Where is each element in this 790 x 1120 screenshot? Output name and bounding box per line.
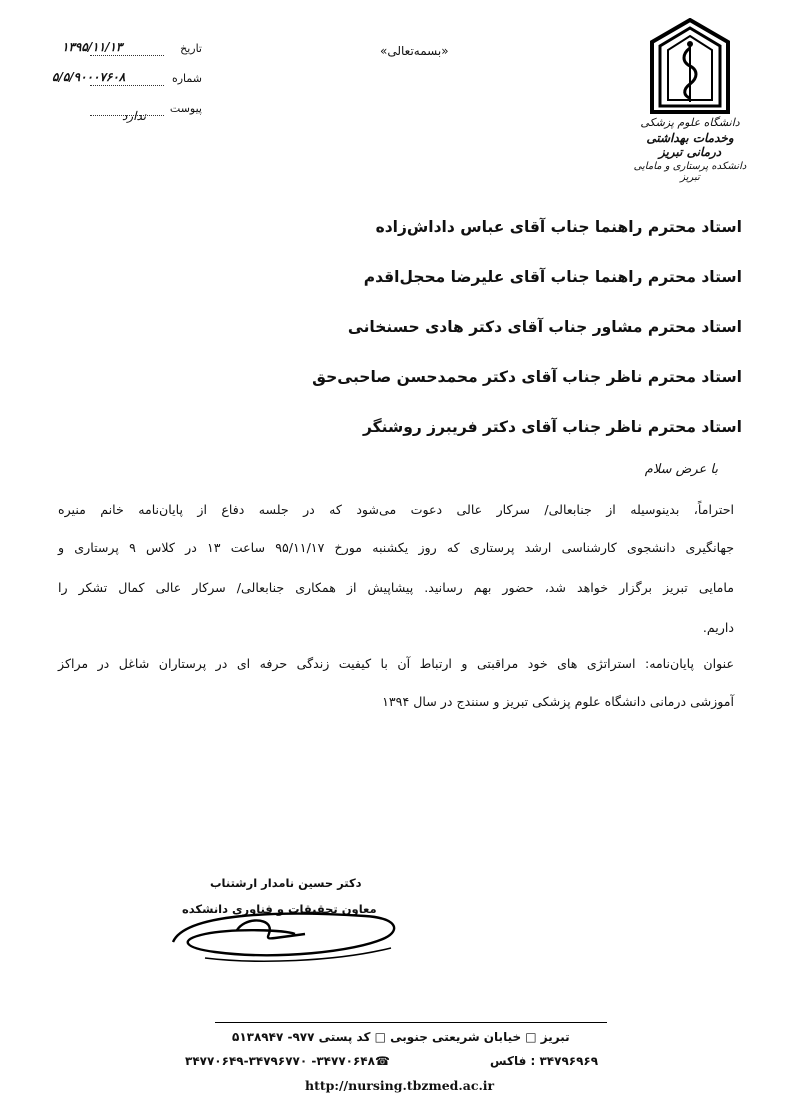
attachment-field	[62, 100, 202, 123]
addressee-3: استاد محترم مشاور جناب آقای دکتر هادی حسنخانی	[347, 318, 742, 336]
thesis-line-2: آموزشی درمانی دانشگاه علوم پزشکی تبریز و سنندج در سال ۱۳۹۴	[382, 694, 734, 709]
paragraph-line-1: احتراماً، بدینوسیله از جنابعالی/ سرکار عالی دعوت می‌شود که در جلسه دفاع از پایان‌نامه خانم منیره	[58, 502, 734, 517]
footer-fax: ۳۴۷۹۶۹۶۹ : فاکس	[490, 1054, 599, 1068]
logo-line-1: دانشگاه علوم پزشکی	[640, 116, 740, 129]
footer-divider	[215, 1022, 607, 1023]
addressee-2: استاد محترم راهنما جناب آقای علیرضا محجل‌اقدم	[363, 268, 742, 286]
greeting: با عرض سلام	[644, 462, 718, 477]
addressee-5: استاد محترم ناظر جناب آقای دکتر فریبرز روشنگر	[362, 418, 742, 436]
bismillah-heading: «بسمه‌تعالی»	[380, 44, 449, 58]
number-label: شماره	[171, 72, 202, 85]
attachment-value: ندارد	[122, 109, 147, 123]
attachment-label: پیوست	[169, 102, 202, 115]
footer-phones: ☎۳۴۷۷۰۶۴۸- ۳۴۷۷۰۶۴۹-۳۴۷۹۶۷۷۰	[185, 1054, 390, 1068]
signer-title: معاون تحقیقات و فناوری دانشکده	[182, 902, 377, 916]
logo-line-3: دانشکده پرستاری و مامایی تبریز	[633, 161, 747, 183]
footer-address: تبریز □ خیابان شریعتی جنوبی □ کد پستی ۹۷۷- ۵۱۳۸۹۴۷	[232, 1030, 570, 1044]
signature-scribble-icon	[165, 890, 405, 970]
addressee-1: استاد محترم راهنما جناب آقای عباس داداش‌زاده	[375, 218, 742, 236]
addressee-4: استاد محترم ناظر جناب آقای دکتر محمدحسن صاحبی‌حق	[312, 368, 742, 386]
thesis-line-1: عنوان پایان‌نامه: استراتژی های خود مراقبتی و ارتباط آن با کیفیت زندگی حرفه ای در پرستاران شاغل در مراکز	[58, 656, 734, 671]
date-dots	[90, 55, 164, 56]
number-value: ۵/۵/۹۰۰۰۷۶۰۸	[52, 70, 126, 84]
university-logo	[630, 18, 750, 183]
logo-line-2: وخدمات بهداشتی درمانی تبریز	[646, 131, 734, 159]
paragraph-line-4: داریم.	[702, 620, 734, 635]
date-field	[62, 40, 202, 58]
university-emblem-icon	[648, 18, 732, 114]
date-label: تاریخ	[180, 42, 202, 55]
paragraph-line-2: جهانگیری دانشجوی کارشناسی ارشد پرستاری که روز یکشنبه مورخ ۹۵/۱۱/۱۷ ساعت ۱۳ در کلاس ۹ پرستاری و	[58, 540, 735, 555]
footer-website-link[interactable]: http://nursing.tbzmed.ac.ir	[305, 1078, 495, 1093]
number-dots	[90, 85, 164, 86]
signer-name: دکتر حسین نامدار ارشتناب	[210, 876, 362, 890]
number-field	[52, 70, 202, 88]
date-value: ۱۳۹۵/۱۱/۱۳	[62, 40, 123, 54]
paragraph-line-3: مامایی تبریز برگزار خواهد شد، حضور بهم رسانید. پیشاپیش از همکاری جنابعالی/ سرکار عالی کمال تشکر را	[58, 580, 734, 595]
